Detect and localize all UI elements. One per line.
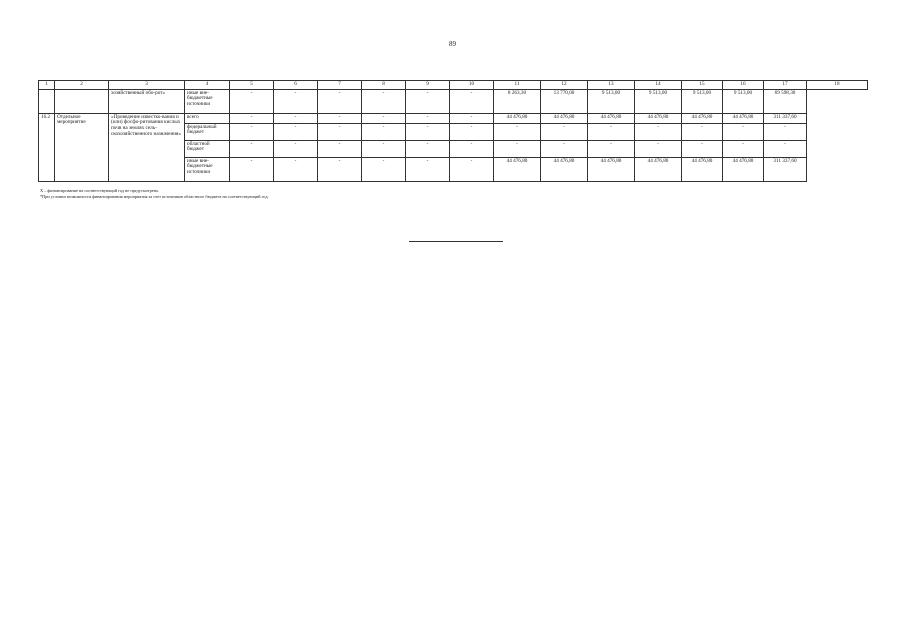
event-cell: «Проведение известко-вания и (или) фосфо-ритования кислых почв на землях сель-скохозяйственного назначения» <box>109 114 185 182</box>
value-cell: - <box>635 124 682 141</box>
header-cell: 14 <box>635 81 682 90</box>
header-cell: 9 <box>406 81 450 90</box>
source-cell: федеральный бюджет <box>185 124 230 141</box>
value-cell: - <box>406 141 450 158</box>
value-cell: - <box>588 124 635 141</box>
page-number: 89 <box>449 40 456 48</box>
value-cell: - <box>682 124 723 141</box>
value-cell: - <box>588 141 635 158</box>
budget-table <box>38 80 868 182</box>
footnote: *При условии возможности финансирования мероприятия за счет источников областного бюджета на соответствующий год. <box>40 193 269 199</box>
value-cell: - <box>362 158 406 182</box>
value-cell: - <box>362 90 406 114</box>
value-cell: 9 513,00 <box>635 90 682 114</box>
value-cell: - <box>362 124 406 141</box>
header-cell: 7 <box>318 81 362 90</box>
header-cell: 16 <box>723 81 764 90</box>
value-cell: - <box>723 141 764 158</box>
value-cell: - <box>318 141 362 158</box>
header-cell: 18 <box>807 81 868 90</box>
row-name <box>55 90 109 114</box>
section-separator-line <box>409 241 503 242</box>
value-cell: 44 476,80 <box>635 114 682 124</box>
value-cell: - <box>764 124 807 141</box>
value-cell: - <box>318 124 362 141</box>
value-cell: 9 513,00 <box>682 90 723 114</box>
value-cell: 13 770,00 <box>541 90 588 114</box>
value-cell: - <box>318 158 362 182</box>
value-cell: 44 476,80 <box>588 114 635 124</box>
value-cell: - <box>682 141 723 158</box>
source-cell: всего <box>185 114 230 124</box>
header-cell: 10 <box>450 81 494 90</box>
footnotes <box>40 188 269 200</box>
value-cell: - <box>362 141 406 158</box>
value-cell: - <box>230 114 274 124</box>
value-cell: - <box>230 158 274 182</box>
value-cell: 44 476,80 <box>494 114 541 124</box>
header-cell: 4 <box>185 81 230 90</box>
header-cell: 11 <box>494 81 541 90</box>
table-row <box>39 90 868 114</box>
value-cell: - <box>406 90 450 114</box>
value-cell: - <box>362 114 406 124</box>
row-name: Отдельное мероприятие <box>55 114 109 182</box>
source-cell: областной бюджет <box>185 141 230 158</box>
value-cell: - <box>450 114 494 124</box>
value-cell: 44 476,80 <box>723 158 764 182</box>
table-row <box>39 114 868 124</box>
value-cell: - <box>274 124 318 141</box>
value-cell: - <box>406 114 450 124</box>
header-cell: 6 <box>274 81 318 90</box>
table-header-row <box>39 81 868 90</box>
value-cell: 44 476,80 <box>682 114 723 124</box>
header-cell: 5 <box>230 81 274 90</box>
value-cell: 8 263,30 <box>494 90 541 114</box>
value-cell: 44 476,80 <box>635 158 682 182</box>
value-cell: - <box>494 124 541 141</box>
value-cell: - <box>274 114 318 124</box>
value-cell: - <box>723 124 764 141</box>
value-cell: - <box>764 141 807 158</box>
value-cell: - <box>230 141 274 158</box>
header-cell: 8 <box>362 81 406 90</box>
source-cell: иные вне-бюджетные источники <box>185 90 230 114</box>
value-cell: - <box>318 114 362 124</box>
value-cell: 311 337,60 <box>764 158 807 182</box>
value-cell: 44 476,80 <box>541 158 588 182</box>
header-cell: 2 <box>55 81 109 90</box>
value-cell: - <box>494 141 541 158</box>
row-number <box>39 90 55 114</box>
value-cell: - <box>541 141 588 158</box>
value-cell: 311 337,60 <box>764 114 807 124</box>
header-cell: 3 <box>109 81 185 90</box>
value-cell: - <box>406 124 450 141</box>
event-cell: хозяйственный обо-рот» <box>109 90 185 114</box>
header-cell: 12 <box>541 81 588 90</box>
value-cell: - <box>450 124 494 141</box>
header-cell: 1 <box>39 81 55 90</box>
value-cell: 44 476,80 <box>494 158 541 182</box>
header-cell: 15 <box>682 81 723 90</box>
header-cell: 17 <box>764 81 807 90</box>
value-cell: - <box>450 141 494 158</box>
value-cell: - <box>406 158 450 182</box>
value-cell: 9 513,00 <box>588 90 635 114</box>
footnote: X – финансирование на соответствующий год не предусмотрено. <box>40 188 160 193</box>
value-cell: 44 476,80 <box>723 114 764 124</box>
value-cell: 9 513,00 <box>723 90 764 114</box>
row-number: 16.2 <box>39 114 55 182</box>
value-cell: - <box>274 158 318 182</box>
value-cell: 44 476,80 <box>541 114 588 124</box>
value-cell: 69 598,30 <box>764 90 807 114</box>
header-cell: 13 <box>588 81 635 90</box>
value-cell: 44 476,80 <box>682 158 723 182</box>
value-cell: - <box>230 124 274 141</box>
value-cell: - <box>450 158 494 182</box>
value-cell: - <box>274 90 318 114</box>
value-cell: 44 476,80 <box>588 158 635 182</box>
source-cell: иные вне-бюджетные источники <box>185 158 230 182</box>
value-cell: - <box>450 90 494 114</box>
value-cell: - <box>541 124 588 141</box>
value-cell: - <box>635 141 682 158</box>
value-cell: - <box>318 90 362 114</box>
value-cell: - <box>230 90 274 114</box>
value-cell: - <box>274 141 318 158</box>
